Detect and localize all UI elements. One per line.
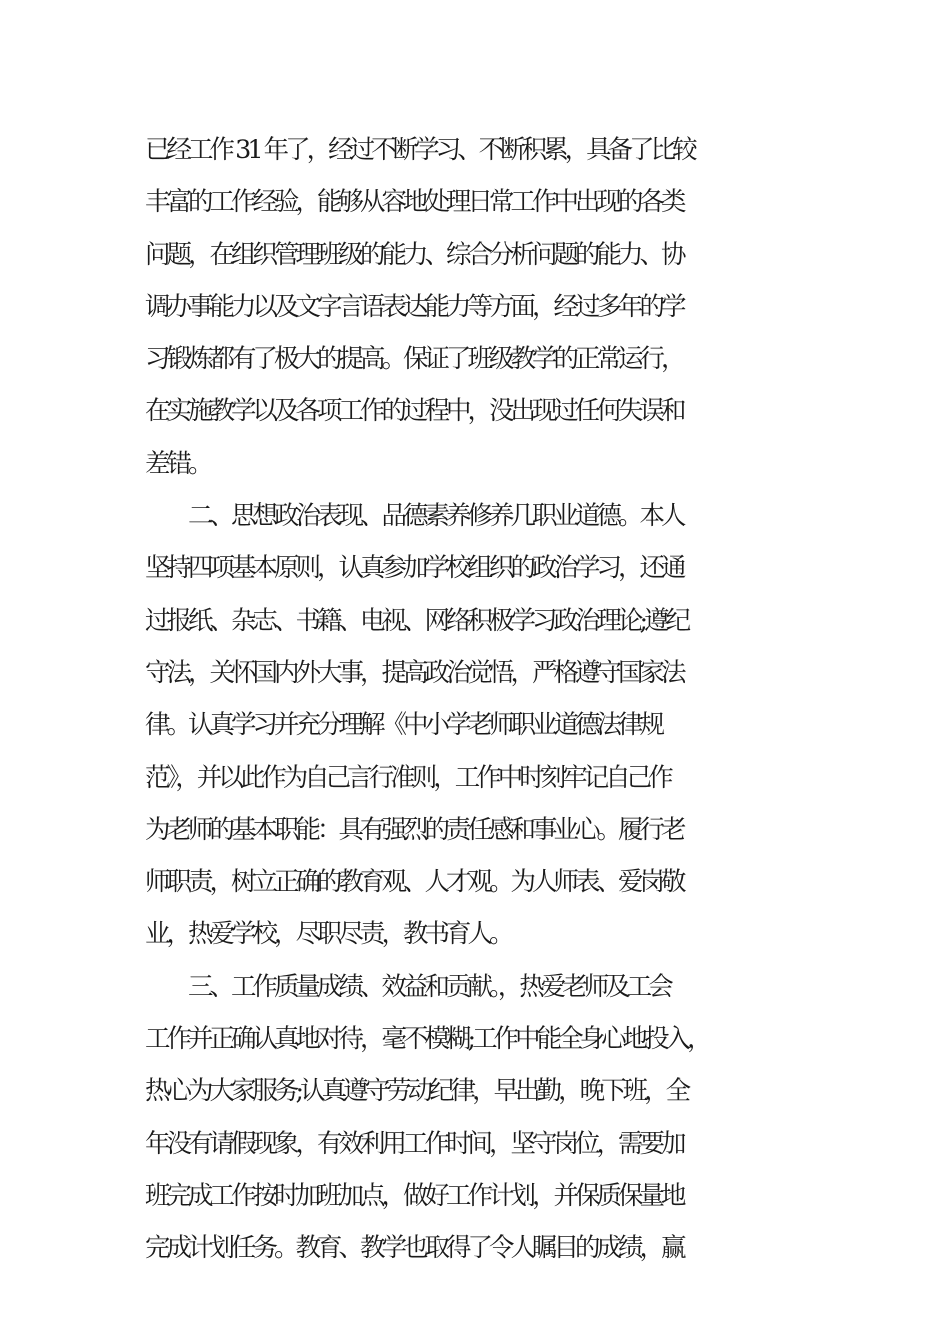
text-line: 热心为大家服务;认真遵守劳动纪律，早出勤，晚下班，全 [145, 1076, 688, 1107]
text-line: 年没有请假现象，有效利用工作时间，坚守岗位，需要加 [145, 1128, 683, 1159]
text-line: 工作并正确认真地对待，毫不模糊;工作中能全身心地投入， [145, 1024, 709, 1055]
text-line: 师职责，树立正确的教育观、人才观。为人师表、爱岗敬 [145, 867, 683, 898]
paragraph-heading-line: 三、工作质量成绩、效益和贡献。，热爱老师及工会 [145, 971, 670, 1002]
text-line: 完成计划任务。教育、教学也取得了令人瞩目的成绩，赢 [145, 1233, 683, 1264]
text-line: 班完成工作按时加班加点，做好工作计划，并保质保量地 [145, 1180, 683, 1211]
paragraph-heading-line: 二、思想政治表现、品德素养修养几职业道德。本人 [145, 501, 683, 532]
text-line: 习锻炼都有了极大的提高。保证了班级教学的正常运行， [145, 344, 683, 375]
text-line: 范》，并以此作为自己言行准则，工作中时刻牢记自己作 [145, 762, 670, 793]
text-line: 业，热爱学校，尽职尽责，教书育人。 [145, 919, 511, 950]
text-line: 差错。 [145, 448, 210, 479]
text-line: 调办事能力以及文字言语表达能力等方面，经过多年的学 [145, 291, 683, 322]
text-line: 为老师的基本职能：具有强烈的责任感和事业心。履行老 [145, 814, 683, 845]
text-line: 已经工作 31 年了，经过不断学习、不断积累，具备了比较 [145, 135, 694, 165]
text-line: 在实施教学以及各项工作的过程中，没出现过任何失误和 [145, 396, 683, 427]
text-line: 过报纸、杂志、书籍、电视、网络积极学习政治理论;遵纪 [145, 605, 688, 636]
text-line: 坚持四项基本原则，认真参加学校组织的政治学习，还通 [145, 553, 683, 584]
text-line: 律。认真学习并充分理解《中小学老师职业道德法律规 [145, 710, 662, 741]
text-line: 丰富的工作经验，能够从容地处理日常工作中出现的各类 [145, 187, 683, 218]
text-line: 问题，在组织管理班级的能力、综合分析问题的能力、协 [145, 239, 683, 270]
text-line: 守法，关怀国内外大事，提高政治觉悟，严格遵守国家法 [145, 657, 683, 688]
document-body [145, 124, 825, 1275]
